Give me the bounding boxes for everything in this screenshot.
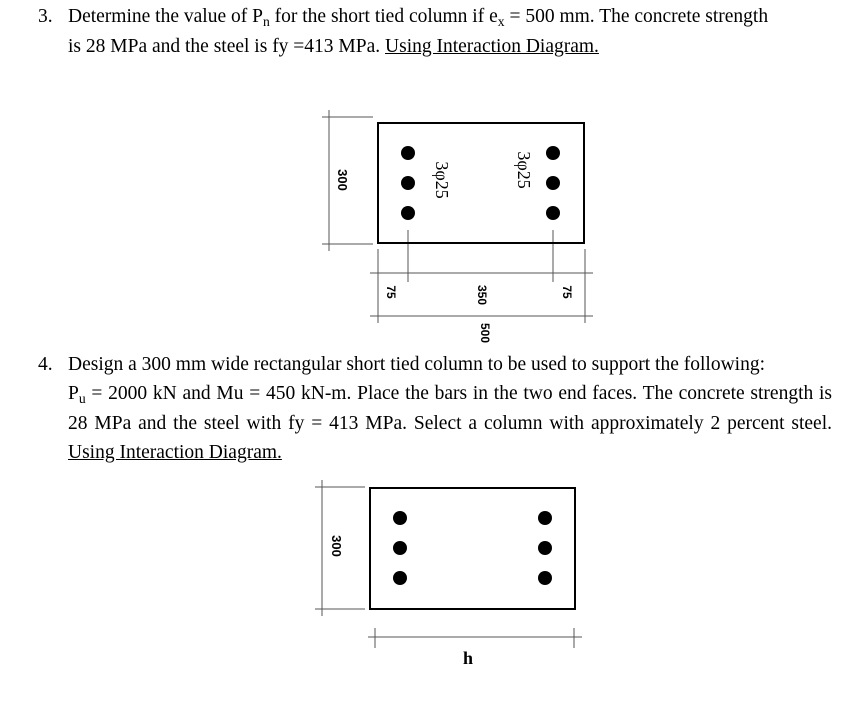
rebar [393,571,407,585]
bars-right-label: 3φ25 [514,151,534,189]
problem-4-number: 4. [38,354,53,375]
problem-3-line-2: is 28 MPa and the steel is fy =413 MPa. Using Interaction Diagram. [68,36,599,57]
width-label: h [462,648,474,668]
height-label: 300 [329,535,344,557]
problem-3-method: Using Interaction Diagram. [385,36,599,57]
rebar [393,541,407,555]
rebar [538,511,552,525]
cover-right-label: 75 [560,285,574,299]
problem-3-line-1: Determine the value of $P_n$ for the short tied column if $e_x = 500$ mm. The concrete strength [68,6,769,30]
cover-left-label: 75 [384,285,398,299]
width-label: 500 [478,322,492,344]
center-spacing-label: 350 [475,284,489,306]
problem-4-method: Using Interaction Diagram. [68,442,282,463]
height-label: 300 [335,169,350,191]
rebar [538,541,552,555]
problem-4-body: $P_u = 2000$ kN and Mu = 450 kN-m. Place the bars in the two end faces. The concrete strength is 28 MPa and the steel with fy = 413 MPa. Select a column with approximately 2 percent steel. Using Interaction Diagram. [68,383,832,463]
bars-left-label: 3φ25 [432,161,452,199]
rebar [393,511,407,525]
problem-3-number: 3. [38,6,53,27]
rebar [538,571,552,585]
problem-4-line-1: Design a 300 mm wide rectangular short tied column to be used to support the following: [68,354,765,375]
